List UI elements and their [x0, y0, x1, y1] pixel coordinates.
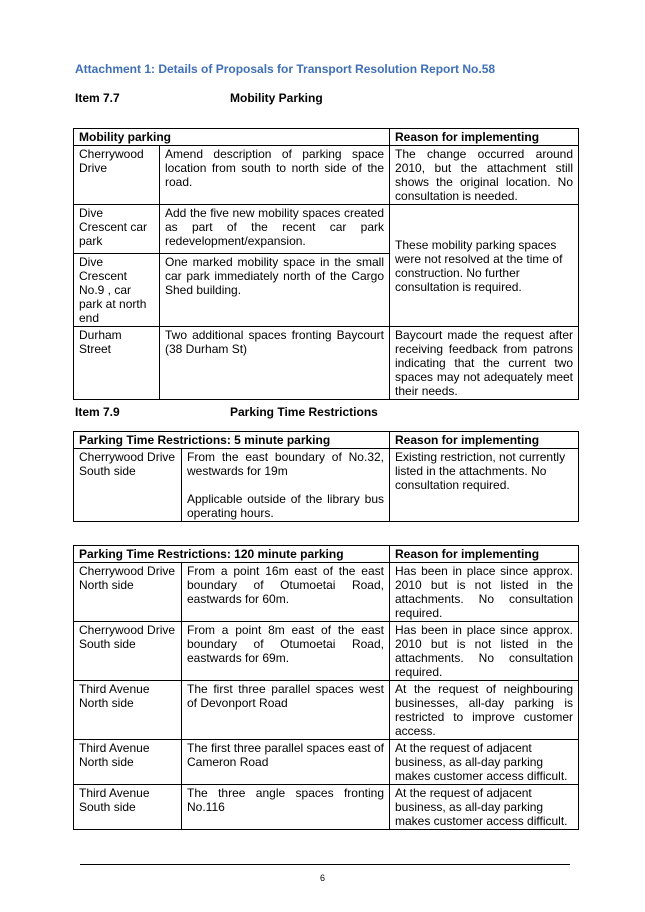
five-minute-parking-table: [73, 431, 579, 522]
attachment-title: Attachment 1: Details of Proposals for Transport Resolution Report No.58: [75, 62, 496, 76]
location-cell: Third Avenue North side: [74, 740, 182, 785]
description-note: Applicable outside of the library bus operating hours.: [187, 492, 384, 520]
description-cell: Two additional spaces fronting Baycourt (38 Durham St): [160, 327, 390, 400]
item-number: Item 7.9: [75, 405, 120, 419]
description-cell: Amend description of parking space location from south to north side of the road.: [160, 146, 390, 205]
table-header-cell: Reason for implementing: [390, 129, 579, 146]
description-cell: Add the five new mobility spaces created as part of the recent car park redevelopment/expansion.: [160, 205, 390, 254]
table-header-row: [74, 546, 579, 563]
table-row: [74, 622, 579, 681]
location-cell: Cherrywood Drive: [74, 146, 160, 205]
reason-cell: At the request of neighbouring businesses, all-day parking is restricted to improve customer access.: [390, 681, 579, 740]
description-cell: [182, 449, 390, 522]
description-cell: The first three parallel spaces east of Cameron Road: [182, 740, 390, 785]
table-row: [74, 327, 579, 400]
table-row: [74, 563, 579, 622]
reason-cell: Has been in place since approx. 2010 but is not listed in the attachments. No consultation required.: [390, 563, 579, 622]
reason-cell: These mobility parking spaces were not resolved at the time of construction. No further consultation is required.: [390, 205, 579, 327]
table-row: [74, 449, 579, 522]
table-header-cell: Parking Time Restrictions: 120 minute parking: [74, 546, 390, 563]
reason-cell: At the request of adjacent business, as all-day parking makes customer access difficult.: [390, 785, 579, 830]
item-number: Item 7.7: [75, 91, 120, 105]
location-cell: Cherrywood Drive South side: [74, 622, 182, 681]
reason-cell: At the request of adjacent business, as all-day parking makes customer access difficult.: [390, 740, 579, 785]
footer-divider: [80, 864, 570, 865]
item-title: Parking Time Restrictions: [230, 405, 378, 419]
reason-cell: Baycourt made the request after receiving feedback from patrons indicating that the current two spaces may not adequately meet their needs.: [390, 327, 579, 400]
location-cell: Dive Crescent No.9 , car park at north end: [74, 254, 160, 327]
table-header-cell: Parking Time Restrictions: 5 minute parking: [74, 432, 390, 449]
description-cell: From a point 16m east of the east boundary of Otumoetai Road, eastwards for 60m.: [182, 563, 390, 622]
one-twenty-minute-parking-table: [73, 545, 579, 830]
table-row: [74, 146, 579, 205]
reason-cell: The change occurred around 2010, but the attachment still shows the original location. No consultation is needed.: [390, 146, 579, 205]
description-cell: From a point 8m east of the east boundary of Otumoetai Road, eastwards for 69m.: [182, 622, 390, 681]
table-header-cell: Mobility parking: [74, 129, 390, 146]
table-header-row: [74, 432, 579, 449]
table-header-cell: Reason for implementing: [390, 432, 579, 449]
item-7-7-heading: [75, 91, 323, 105]
table-row: [74, 785, 579, 830]
reason-cell: Has been in place since approx. 2010 but is not listed in the attachments. No consultation required.: [390, 622, 579, 681]
table-row: [74, 740, 579, 785]
description-text: From the east boundary of No.32, westwards for 19m: [187, 450, 384, 478]
location-cell: Cherrywood Drive North side: [74, 563, 182, 622]
location-cell: Dive Crescent car park: [74, 205, 160, 254]
description-cell: The first three parallel spaces west of Devonport Road: [182, 681, 390, 740]
location-cell: Cherrywood Drive South side: [74, 449, 182, 522]
item-7-9-heading: [75, 405, 378, 419]
location-cell: Third Avenue South side: [74, 785, 182, 830]
table-header-cell: Reason for implementing: [390, 546, 579, 563]
table-header-row: [74, 129, 579, 146]
description-cell: The three angle spaces fronting No.116: [182, 785, 390, 830]
reason-cell: Existing restriction, not currently listed in the attachments. No consultation required.: [390, 449, 579, 522]
location-cell: Durham Street: [74, 327, 160, 400]
table-row: [74, 681, 579, 740]
description-cell: One marked mobility space in the small car park immediately north of the Cargo Shed building.: [160, 254, 390, 327]
page-number: 6: [319, 873, 325, 883]
item-title: Mobility Parking: [230, 91, 323, 105]
table-row: [74, 205, 579, 254]
mobility-parking-table: [73, 128, 579, 400]
location-cell: Third Avenue North side: [74, 681, 182, 740]
